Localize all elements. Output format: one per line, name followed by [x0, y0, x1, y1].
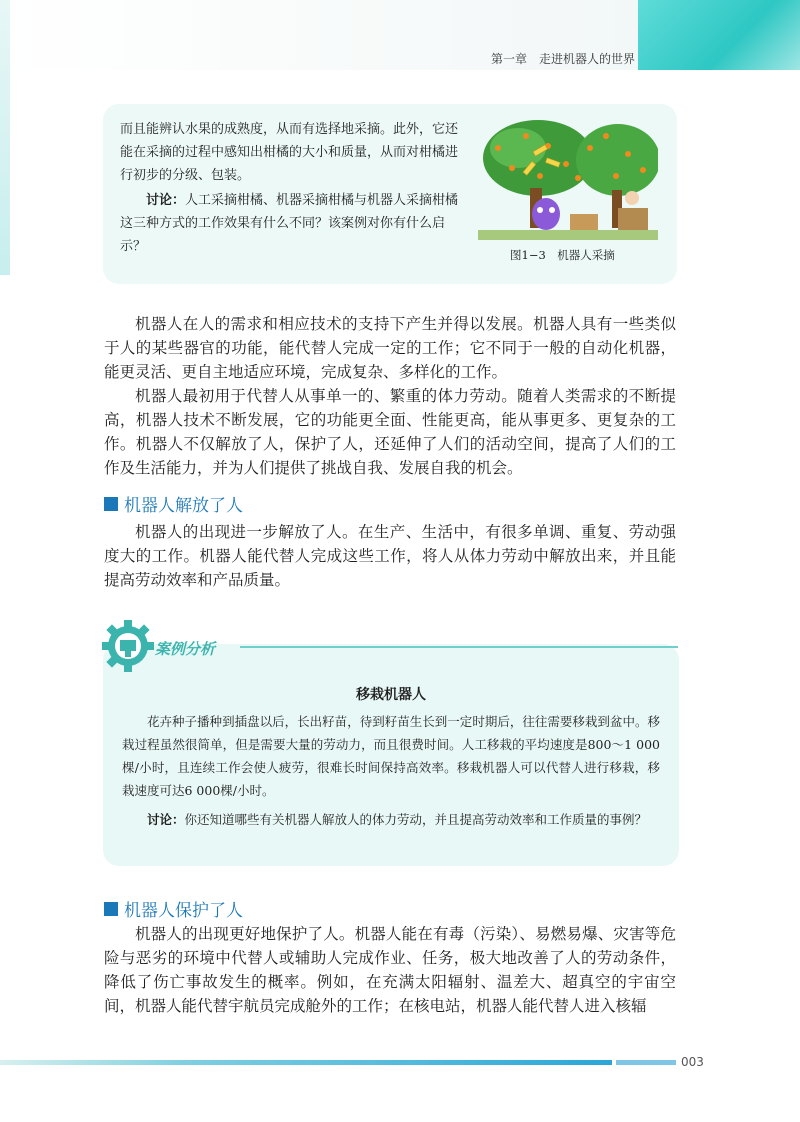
- running-head: 第一章 走进机器人的世界: [490, 52, 635, 66]
- robot-picking-illustration: [478, 118, 658, 240]
- section-heading-protect: [104, 896, 243, 921]
- case-analysis-paragraph: 花卉种子播种到插盘以后，长出籽苗，待到籽苗生长到一定时期后，往往需要移栽到盆中。移栽过程虽然很简单，但是需要大量的劳动力，而且很费时间。人工移栽的平均速度是800～1 000 棵/小时，且连续工作会使人疲劳，很难长时间保持高效率。移栽机器人可以代替人进行移栽，移栽速度可达6 000棵/小时。: [122, 714, 660, 798]
- section1-paragraph: 机器人的出现进一步解放了人。在生产、生活中，有很多单调、重复、劳动强度大的工作。机器人能代替人完成这些工作，将人从体力劳动中解放出来，并且能提高劳动效率和产品质量。: [104, 523, 676, 589]
- section-heading-liberate: [104, 491, 243, 516]
- left-margin-strip: [0, 0, 10, 275]
- discussion-text: 你还知道哪些有关机器人解放人的体力劳动，并且提高劳动效率和工作质量的事例？: [184, 812, 648, 827]
- section2-text: [104, 922, 676, 1018]
- case-analysis-discussion: [122, 808, 660, 831]
- case-analysis-title: 移栽机器人: [356, 687, 426, 703]
- section2-paragraph: 机器人的出现更好地保护了人。机器人能在有毒（污染）、易燃易爆、灾害等危险与恶劣的环境中代替人或辅助人完成作业、任务，极大地改善了人的劳动条件，降低了伤亡事故发生的概率。例如，在充满太阳辐射、温差大、超真空的宇宙空间，机器人能代替宇航员完成舱外的工作；在核电站，机器人能代替人进入核辐: [104, 925, 676, 1015]
- footer-rule: [0, 1060, 612, 1065]
- case-paragraph: 而且能辨认水果的成熟度，从而有选择地采摘。此外，它还能在采摘的过程中感知出柑橘的大小和质量，从而对柑橘进行初步的分级、包装。: [120, 122, 459, 183]
- footer-rule-short: [616, 1060, 676, 1065]
- section-bullet-icon: [104, 902, 118, 916]
- discussion-label: 讨论：: [147, 812, 185, 827]
- discussion-label: 讨论：: [146, 193, 186, 208]
- section1-text: [104, 520, 676, 592]
- case-analysis-text: [122, 710, 660, 831]
- section-heading-text: 机器人保护了人: [124, 901, 243, 921]
- figure-caption: 图1−3 机器人采摘: [510, 248, 615, 262]
- case-analysis-label: 案例分析: [155, 640, 216, 658]
- body-paragraph-2: 机器人最初用于代替人从事单一的、繁重的体力劳动。随着人类需求的不断提高，机器人技术不断发展，它的功能更全面、性能更高，能从事更多、更复杂的工作。机器人不仅解放了人，保护了人，还延伸了人们的活动空间，提高了人们的工作及生活能力，并为人们提供了挑战自我、发展自我的机会。: [104, 387, 676, 477]
- section-bullet-icon: [104, 497, 118, 511]
- discussion-text: 人工采摘柑橘、机器采摘柑橘与机器人采摘柑橘这三种方式的工作效果有什么不同？该案例对你有什么启示？: [120, 193, 459, 254]
- gear-icon: [100, 618, 156, 674]
- page-number: 003: [681, 1055, 704, 1069]
- header-corner-decoration: [638, 0, 800, 70]
- case-analysis-rule: [240, 646, 678, 648]
- section-heading-text: 机器人解放了人: [124, 496, 243, 516]
- case-discussion: [120, 189, 460, 258]
- intro-text: [104, 312, 676, 480]
- case-box-text: [120, 118, 460, 258]
- body-paragraph-1: 机器人在人的需求和相应技术的支持下产生并得以发展。机器人具有一些类似于人的某些器官的功能，能代替人完成一定的工作；它不同于一般的自动化机器，能更灵活、更自主地适应环境，完成复杂、多样化的工作。: [104, 315, 676, 381]
